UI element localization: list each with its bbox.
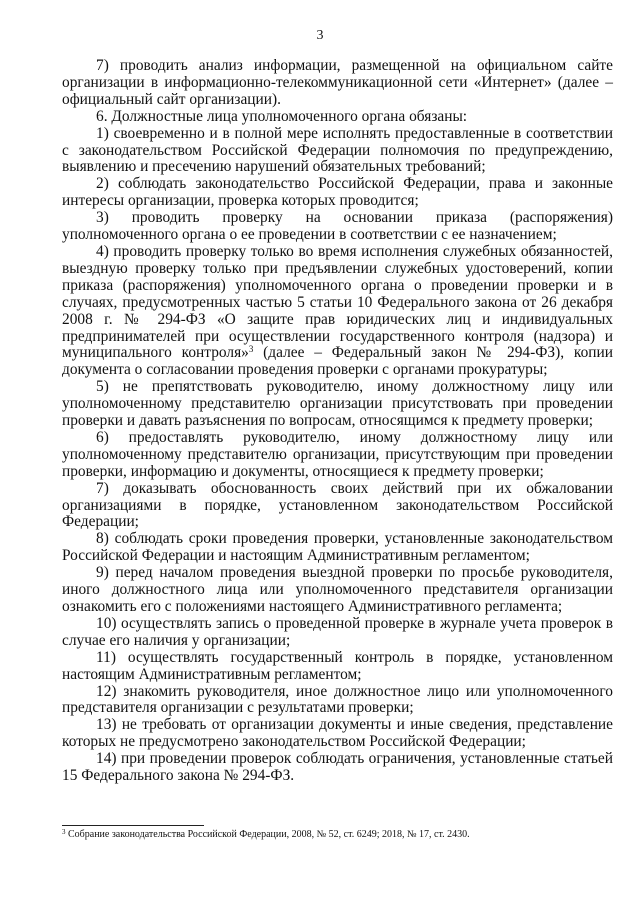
paragraph-duty-11: 11) осуществлять государственный контроль в порядке, установленном настоящим Административным регламентом;	[62, 648, 613, 683]
paragraph-duty-12: 12) знакомить руководителя, иное должностное лицо или уполномоченного представителя организации с результатами проверки;	[62, 682, 613, 717]
paragraph-duty-1: 1) своевременно и в полной мере исполнять предоставленные в соответствии с законодательством Российской Федерации полномочия по предупреждению, выявлению и пресечению нарушений обязательных требований;	[62, 124, 613, 176]
paragraph-duty-13: 13) не требовать от организации документы и иные сведения, представление которых не предусмотрено законодательством Российской Федерации;	[62, 716, 613, 751]
paragraph-duty-5: 5) не препятствовать руководителю, иному должностному лицу или уполномоченному представителю организации присутствовать при проведении проверки и давать разъяснения по вопросам, относящимся к предмету проверки;	[62, 378, 613, 430]
footnote-divider	[62, 825, 204, 826]
paragraph-duty-3: 3) проводить проверку на основании приказа (распоряжения) уполномоченного органа о ее проведении в соответствии с ее назначением;	[62, 209, 613, 244]
paragraph-duty-4-text-continued: (далее – Федеральный закон № 294-ФЗ), копии документа о согласовании проведения проверки с органами прокуратуры;	[62, 344, 613, 379]
footnote-text: Собрание законодательства Российской Федерации, 2008, № 52, ст. 6249; 2018, № 17, ст. 2430.	[65, 829, 470, 840]
paragraph-duty-8: 8) соблюдать сроки проведения проверки, установленные законодательством Российской Федерации и настоящим Административным регламентом;	[62, 530, 613, 565]
paragraph-duty-4-text: 4) проводить проверку только во время исполнения служебных обязанностей, выездную проверку только при предъявлении служебных удостоверений, копии приказа (распоряжения) уполномоченного органа о проведении проверки и в случаях, предусмотренных частью 5 статьи 10 Федерального закона от 26 декабря 2008 г. № 294-ФЗ «О защите прав юридических лиц и индивидуальных предпринимателей при осуществлении государственного контроля (надзора) и муниципального контроля»	[62, 242, 613, 362]
footnote-mark: 3	[62, 828, 66, 836]
paragraph-duty-6: 6) предоставлять руководителю, иному должностному лицу или уполномоченному представителю организации, присутствующим при проведении проверки, информацию и документы, относящиеся к предмету проверки;	[62, 428, 613, 480]
paragraph-duty-7: 7) доказывать обоснованность своих действий при их обжаловании организациями в порядке, установленном законодательством Российской Федерации;	[62, 479, 613, 531]
footnote-reference: 3	[248, 344, 254, 355]
paragraph-duty-10: 10) осуществлять запись о проведенной проверке в журнале учета проверок в случае его наличия у организации;	[62, 614, 613, 649]
paragraph-duty-14: 14) при проведении проверок соблюдать ограничения, установленные статьей 15 Федерального закона № 294-ФЗ.	[62, 750, 613, 785]
paragraph-duty-2: 2) соблюдать законодательство Российской Федерации, права и законные интересы организации, проверка которых проводится;	[62, 175, 613, 210]
page-number: 3	[316, 28, 324, 43]
paragraph-section-6-heading: 6. Должностные лица уполномоченного органа обязаны:	[96, 107, 468, 125]
paragraph-duty-9: 9) перед началом проведения выездной проверки по просьбе руководителя, иного должностного лица или уполномоченного представителя организации ознакомить его с положениями настоящего Административного регламента;	[62, 564, 613, 615]
footnote	[62, 829, 613, 841]
body-text	[62, 58, 613, 785]
paragraph-duty-4	[62, 244, 613, 379]
paragraph-item-7-website: 7) проводить анализ информации, размещенной на официальном сайте организации в информационно-телекоммуникационной сети «Интернет» (далее – официальный сайт организации).	[62, 57, 613, 108]
